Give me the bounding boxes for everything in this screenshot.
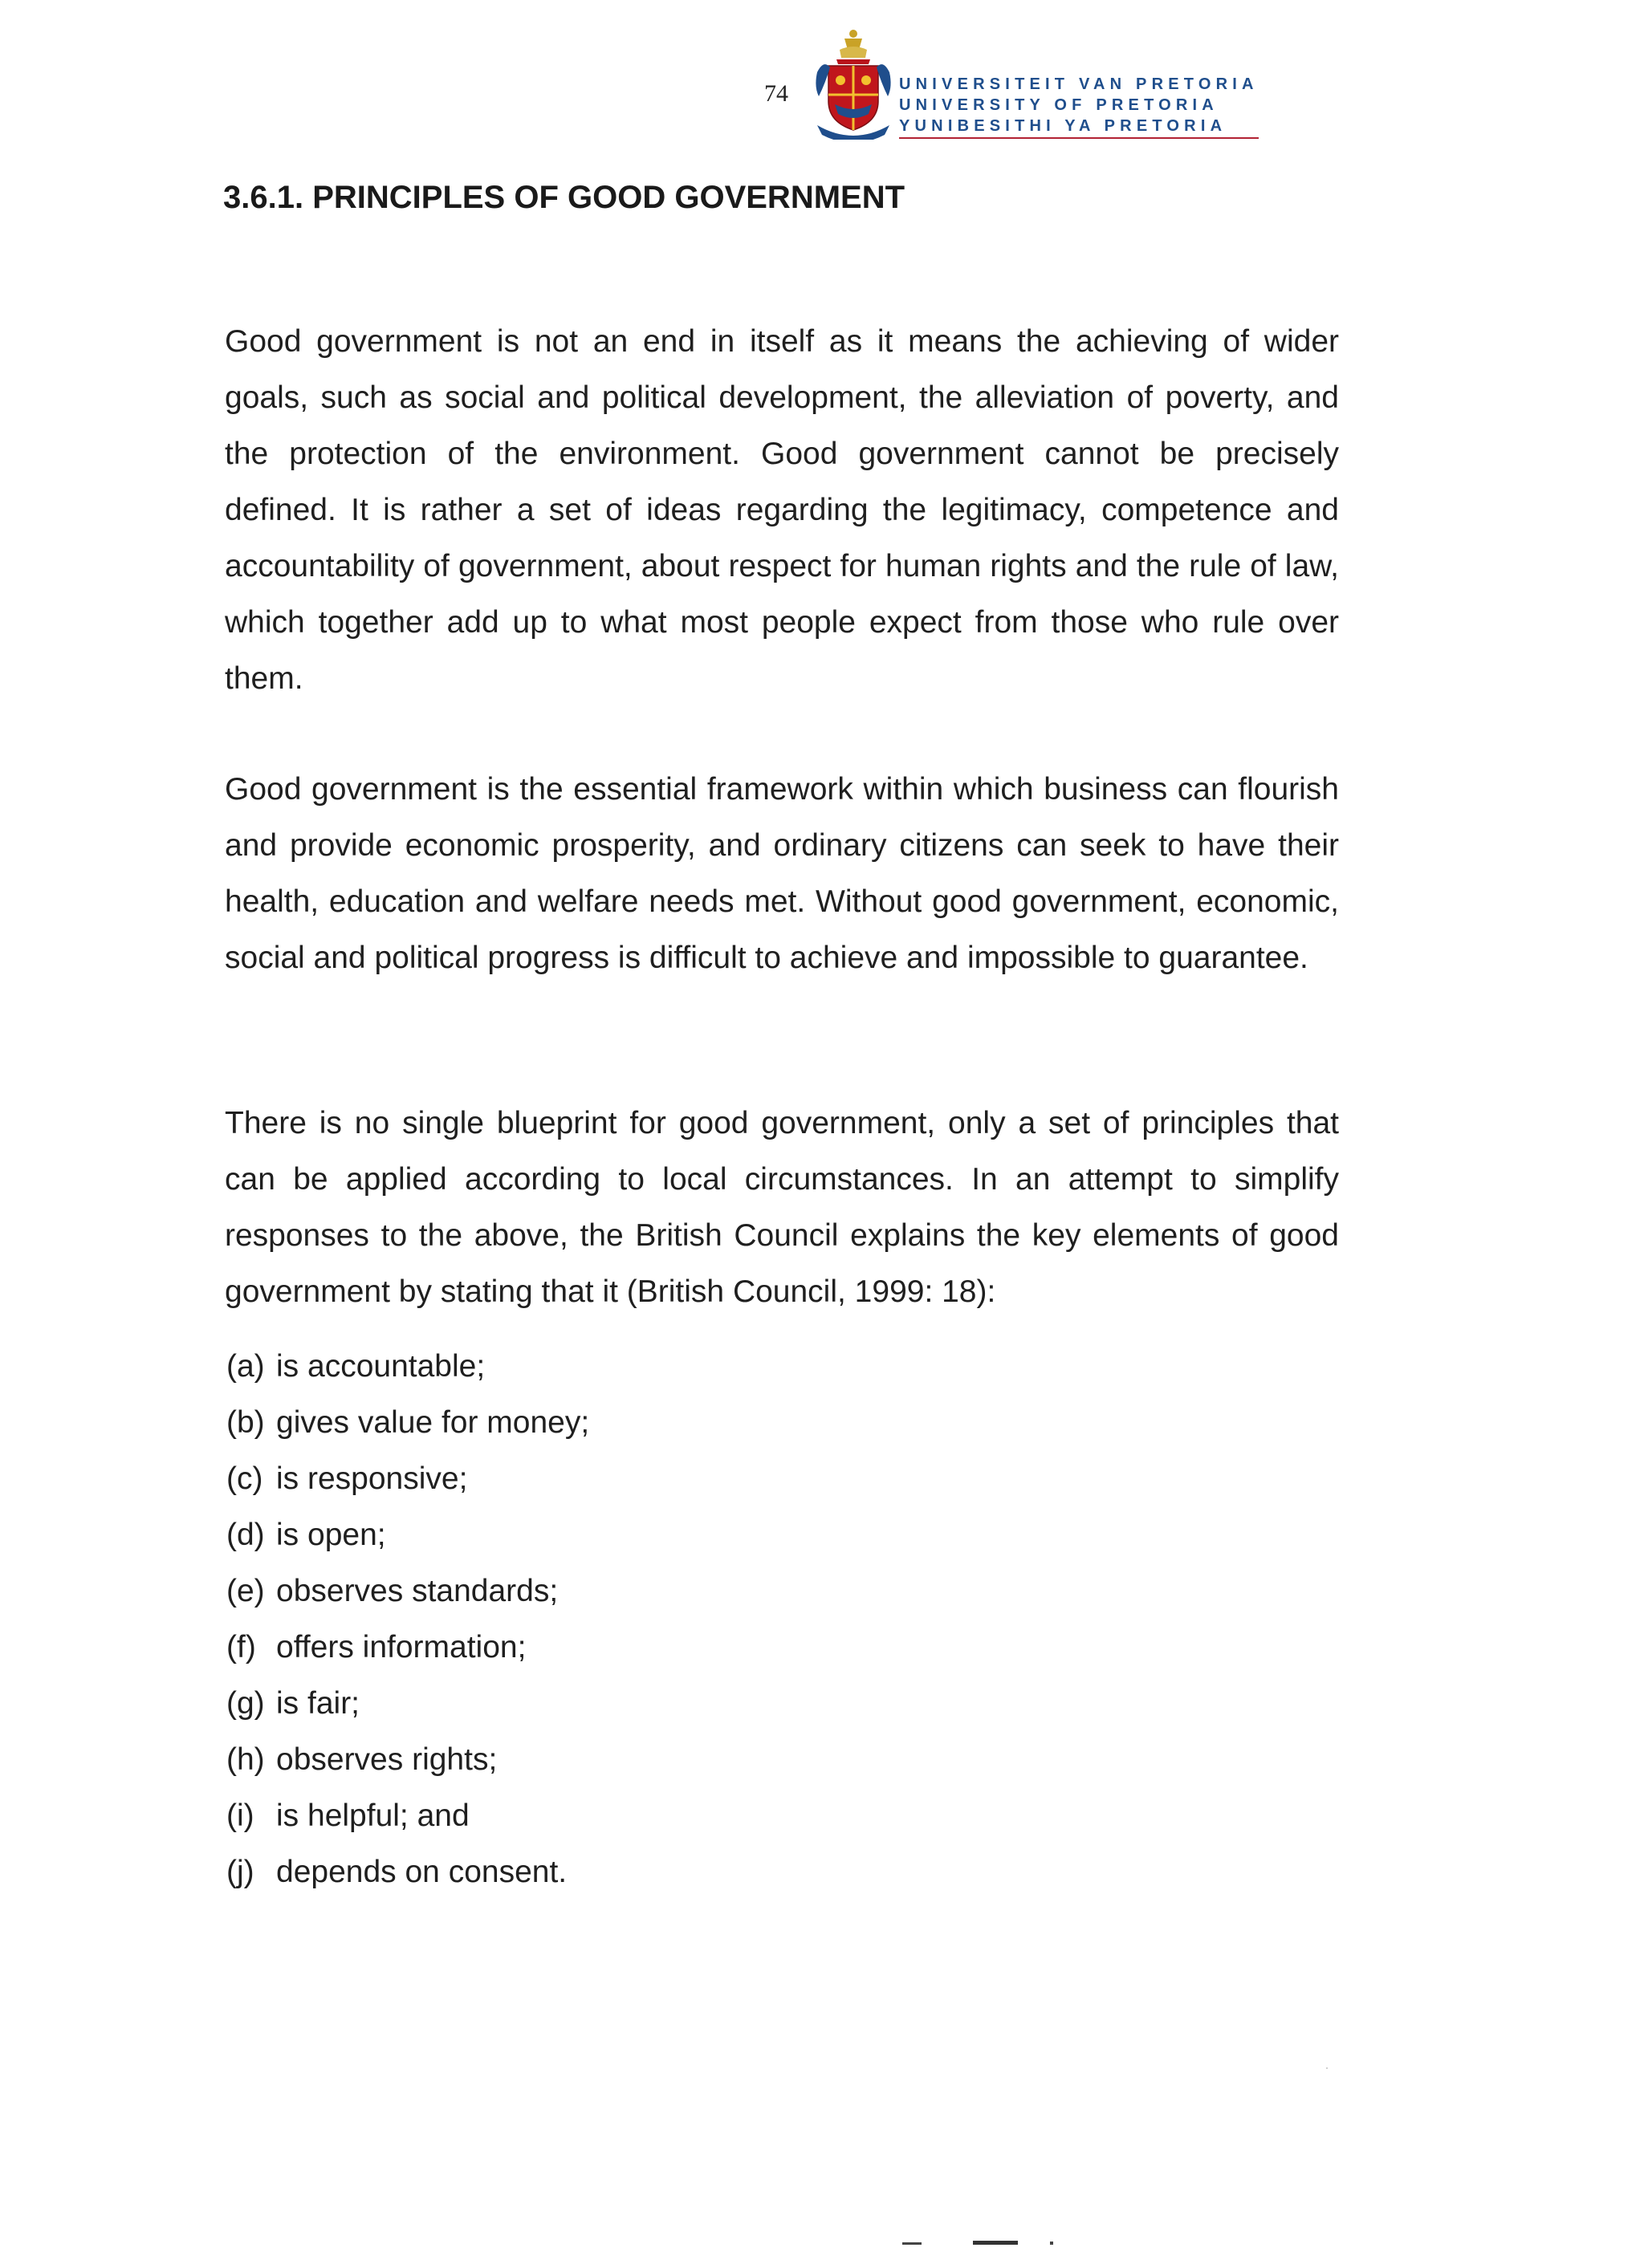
list-item	[226, 1844, 589, 1900]
list-marker: (j)	[226, 1855, 254, 1889]
scan-edge-marks	[899, 2239, 1060, 2247]
page-number: 74	[764, 80, 788, 107]
list-item	[226, 1339, 589, 1395]
list-marker: (h)	[226, 1742, 265, 1777]
university-names	[899, 74, 1259, 139]
list-item	[226, 1451, 589, 1507]
list-item	[226, 1563, 589, 1620]
list-item	[226, 1788, 589, 1844]
list-marker: (g)	[226, 1686, 265, 1721]
list-item-text: is helpful; and	[276, 1799, 470, 1833]
list-item-text: is fair;	[276, 1686, 360, 1721]
university-crest-icon	[812, 27, 894, 140]
list-marker: (f)	[226, 1630, 256, 1664]
list-item-text: is responsive;	[276, 1461, 468, 1496]
section-heading: 3.6.1. PRINCIPLES OF GOOD GOVERNMENT	[223, 180, 905, 215]
paragraph: There is no single blueprint for good government, only a set of principles that can be applied according to local circumstances. In an attempt to simplify responses to the above, the British Council explains the key elements of good government by stating that it (British Council, 1999: 18):	[225, 1106, 1339, 1309]
list-item-text: gives value for money;	[276, 1405, 590, 1440]
scan-speck	[1326, 2067, 1328, 2069]
list-item-text: observes standards;	[276, 1574, 559, 1608]
list-marker: (d)	[226, 1518, 265, 1552]
list-item	[226, 1395, 589, 1451]
list-item	[226, 1507, 589, 1563]
list-item-text: is accountable;	[276, 1349, 486, 1384]
list-marker: (a)	[226, 1349, 265, 1384]
university-name-sepedi: YUNIBESITHI YA PRETORIA	[899, 116, 1259, 139]
university-name-afrikaans: UNIVERSITEIT VAN PRETORIA	[899, 75, 1259, 93]
paragraph: Good government is the essential framework within which business can flourish and provide economic prosperity, and ordinary citizens can seek to have their health, education and welfare needs met. Without good government, economic, social and political progress is difficult to achieve and impossible to guarantee.	[225, 772, 1339, 975]
list-item-text: observes rights;	[276, 1742, 498, 1777]
list-item-text: is open;	[276, 1518, 386, 1552]
list-item	[226, 1620, 589, 1676]
list-marker: (e)	[226, 1574, 265, 1608]
list-item-text: depends on consent.	[276, 1855, 568, 1889]
principles-list	[226, 1339, 589, 1900]
list-marker: (b)	[226, 1405, 265, 1440]
list-item-text: offers information;	[276, 1630, 527, 1664]
university-name-english: UNIVERSITY OF PRETORIA	[899, 96, 1219, 114]
paragraph: Good government is not an end in itself as it means the achieving of wider goals, such as social and political development, the alleviation of poverty, and the protection of the environment. Good government cannot be precisely defined. It is rather a set of ideas regarding the legitimacy, competence and accountability of government, about respect for human rights and the rule of law, which together add up to what most people expect from those who rule over them.	[225, 324, 1339, 696]
list-item	[226, 1732, 589, 1788]
list-marker: (c)	[226, 1461, 263, 1496]
list-marker: (i)	[226, 1799, 254, 1833]
list-item	[226, 1676, 589, 1732]
